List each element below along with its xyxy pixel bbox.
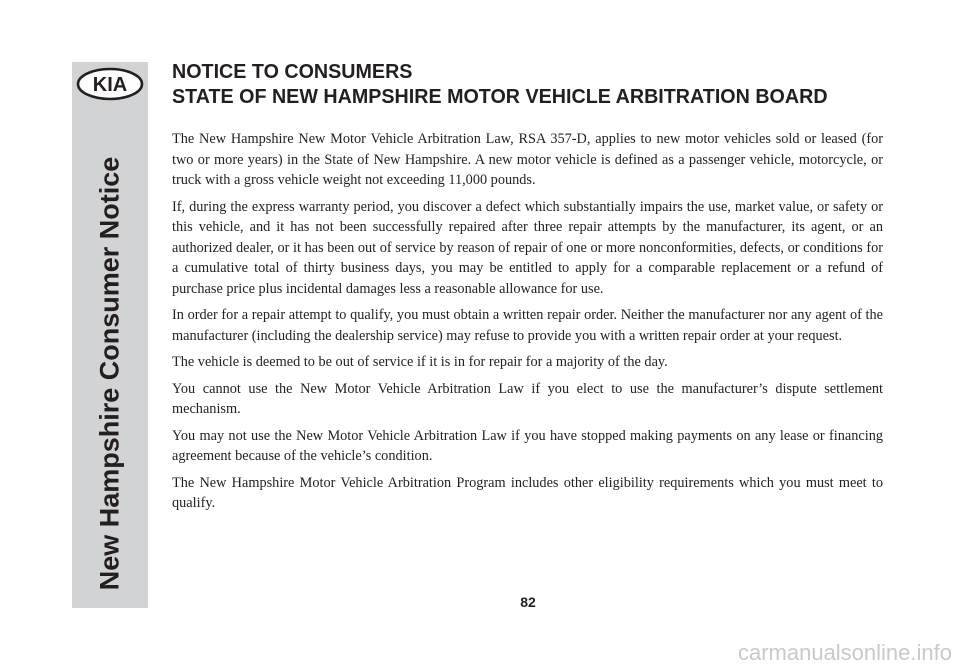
paragraph-6: You may not use the New Motor Vehicle Arbitration Law if you have stopped making payments on any lease or financing agreement because of the vehicle’s condition.: [172, 427, 883, 464]
paragraph-7: The New Hampshire Motor Vehicle Arbitration Program includes other eligibility requirements which you must meet to qualify.: [172, 474, 883, 511]
notice-body: [172, 129, 883, 520]
sidebar-title: [80, 138, 140, 608]
page-number: 82: [520, 594, 536, 610]
paragraph-1: The New Hampshire New Motor Vehicle Arbitration Law, RSA 357-D, applies to new motor vehicles sold or leased (for two or more years) in the State of New Hampshire. A new motor vehicle is defined as a passenger vehicle, motorcycle, or truck with a gross vehicle weight not exceeding 11,000 pounds.: [172, 131, 883, 188]
page-heading: [172, 60, 881, 110]
sidebar-title-text: New Hampshire Consumer Notice: [94, 156, 125, 590]
watermark: carmanualsonline.info: [737, 640, 952, 665]
kia-logo: [76, 66, 144, 102]
sidebar: [72, 62, 148, 608]
paragraph-4: The vehicle is deemed to be out of service if it is in for repair for a majority of the day.: [172, 354, 668, 370]
paragraph-5: You cannot use the New Motor Vehicle Arbitration Law if you elect to use the manufacturer’s dispute settlement mechanism.: [172, 380, 883, 417]
paragraph-3: In order for a repair attempt to qualify, you must obtain a written repair order. Neither the manufacturer nor any agent of the manufacturer (including the dealership service) may refuse to provide you with a written repair order at your request.: [172, 307, 883, 344]
heading-line-2: STATE OF NEW HAMPSHIRE MOTOR VEHICLE ARBITRATION BOARD: [172, 86, 828, 108]
heading-line-1: NOTICE TO CONSUMERS: [172, 61, 413, 83]
paragraph-2: If, during the express warranty period, you discover a defect which substantially impairs the use, market value, or safety or this vehicle, and it has not been successfully repaired after three repair attempts by the manufacturer, its agent, or an authorized dealer, or it has been out of service by reason of repair of one or more nonconformities, defects, or conditions for a cumulative total of thirty business days, you may be entitled to apply for a comparable replacement or a refund of purchase price plus incidental damages less a reasonable allowance for use.: [172, 198, 883, 297]
svg-text:KIA: KIA: [92, 74, 128, 96]
